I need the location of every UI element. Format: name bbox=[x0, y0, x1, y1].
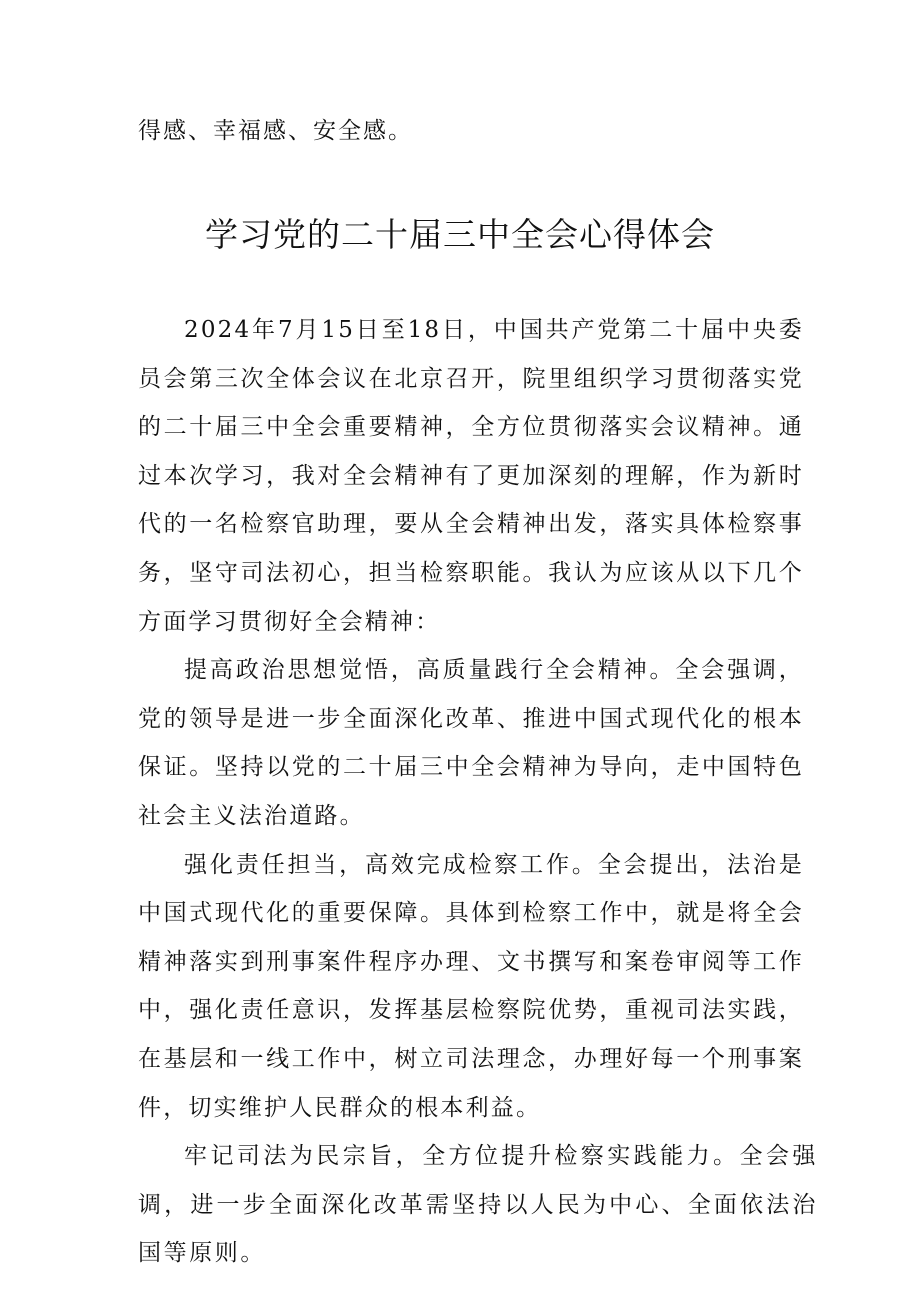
paragraph-political: 提高政治思想觉悟，高质量践行全会精神。全会强调，党的领导是进一步全面深化改革、推进中国式现代化的根本保证。坚持以党的二十届三中全会精神为导向，走中国特色社会主义法治道路。 bbox=[138, 657, 804, 829]
document-body bbox=[138, 306, 818, 1278]
paragraph-people: 牢记司法为民宗旨，全方位提升检察实践能力。全会强调，进一步全面深化改革需坚持以人民为中心、全面依法治国等原则。 bbox=[138, 1143, 818, 1267]
document-title: 学习党的二十届三中全会心得体会 bbox=[205, 215, 715, 254]
paragraph-intro: 2024年7月15日至18日，中国共产党第二十届中央委员会第三次全体会议在北京召开，院里组织学习贯彻落实党的二十届三中全会重要精神，全方位贯彻落实会议精神。通过本次学习，我对全会精神有了更加深刻的理解，作为新时代的一名检察官助理，要从全会精神出发，落实具体检察事务，坚守司法初心，担当检察职能。我认为应该从以下几个方面学习贯彻好全会精神： bbox=[138, 317, 804, 635]
paragraph-responsibility: 强化责任担当，高效完成检察工作。全会提出，法治是中国式现代化的重要保障。具体到检察工作中，就是将全会精神落实到刑事案件程序办理、文书撰写和案卷审阅等工作中，强化责任意识，发挥基层检察院优势，重视司法实践，在基层和一线工作中，树立司法理念，办理好每一个刑事案件，切实维护人民群众的根本利益。 bbox=[138, 851, 804, 1121]
carryover-text: 得感、幸福感、安全感。 bbox=[138, 118, 413, 144]
